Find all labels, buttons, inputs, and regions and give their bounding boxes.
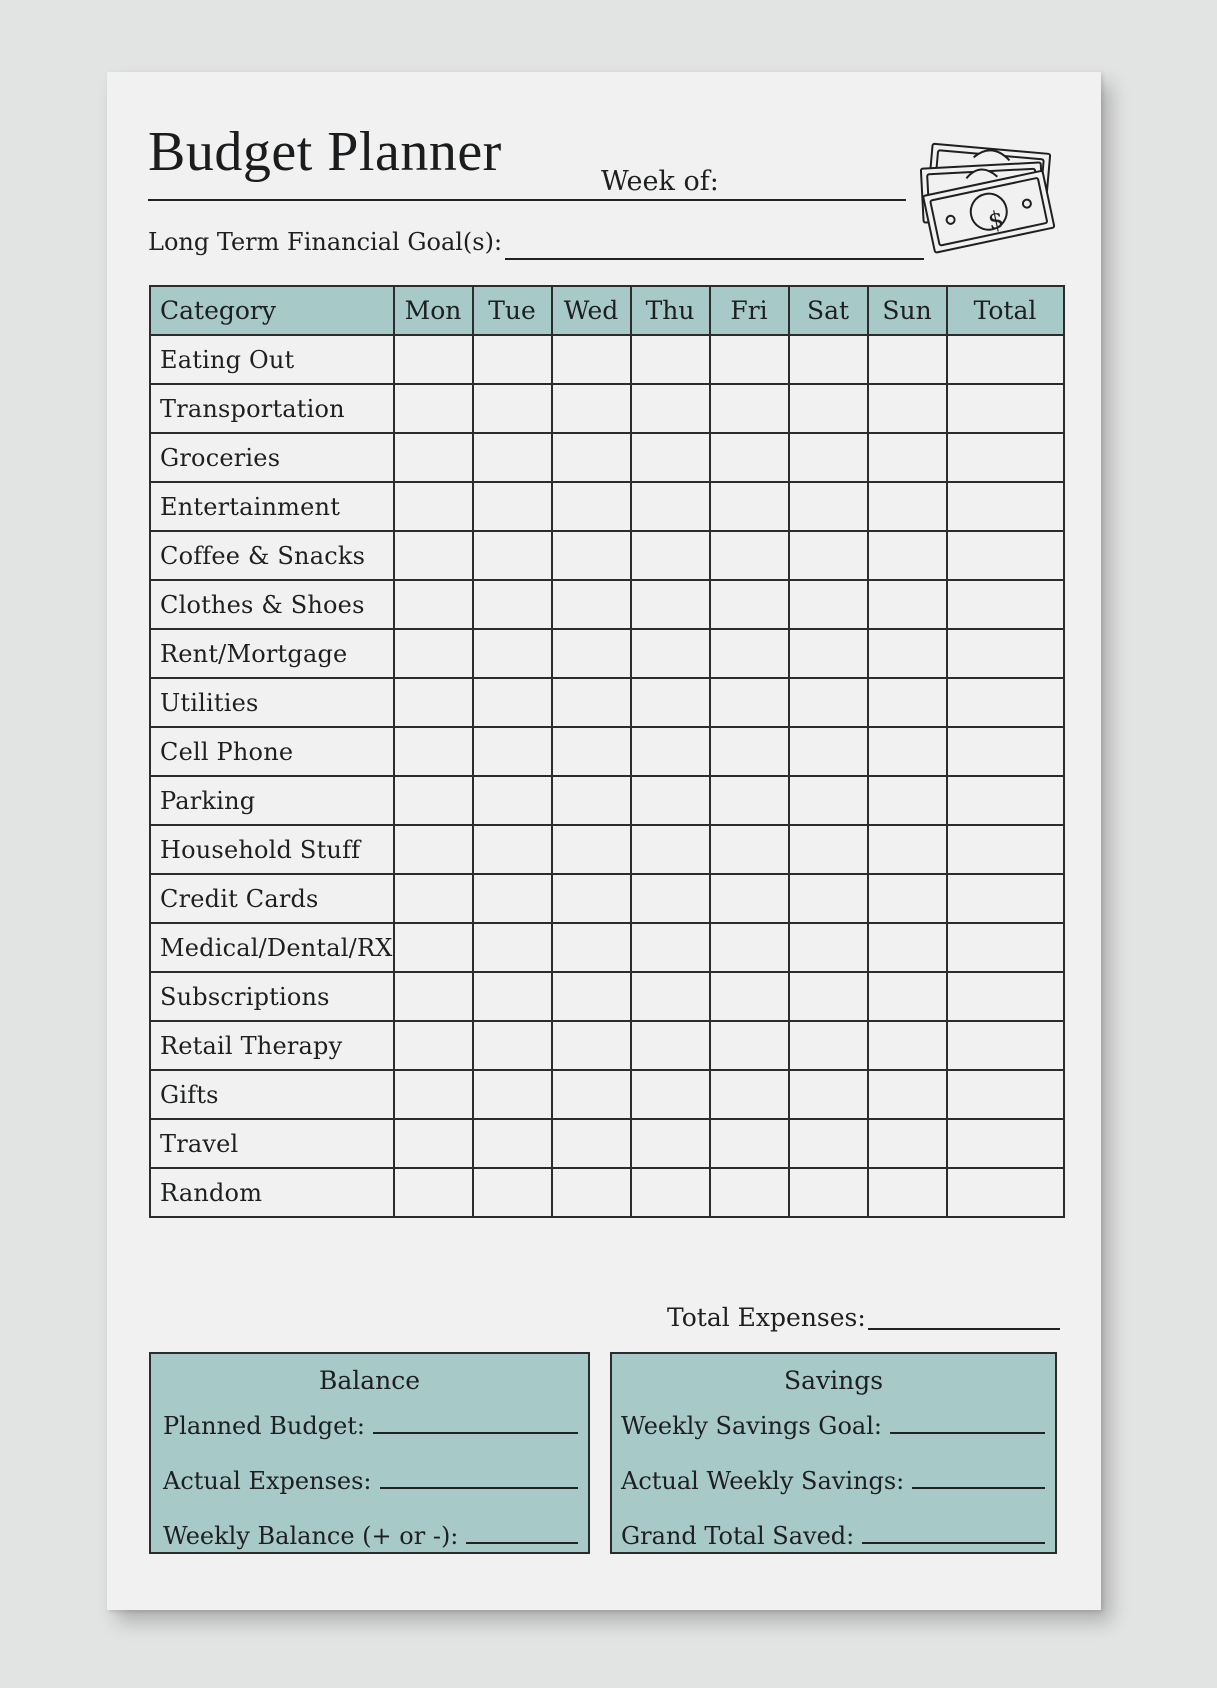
table-row bbox=[150, 972, 1064, 1021]
fri-entry-cell[interactable] bbox=[710, 776, 789, 825]
wed-entry-cell[interactable] bbox=[552, 335, 631, 384]
mon-entry-cell[interactable] bbox=[394, 727, 473, 776]
table-row bbox=[150, 1021, 1064, 1070]
weekly-balance-label: Weekly Balance (+ or -): bbox=[163, 1522, 459, 1550]
category-cell: Rent/Mortgage bbox=[150, 629, 394, 678]
fri-entry-cell[interactable] bbox=[710, 727, 789, 776]
sat-entry-cell[interactable] bbox=[789, 384, 868, 433]
sun-entry-cell[interactable] bbox=[868, 482, 947, 531]
tue-entry-cell[interactable] bbox=[473, 825, 552, 874]
balance-box bbox=[149, 1352, 590, 1554]
table-row bbox=[150, 629, 1064, 678]
thu-entry-cell[interactable] bbox=[631, 1168, 710, 1217]
thu-entry-cell[interactable] bbox=[631, 825, 710, 874]
table-row bbox=[150, 825, 1064, 874]
weekly-balance-line[interactable] bbox=[466, 1542, 578, 1544]
wed-entry-cell[interactable] bbox=[552, 384, 631, 433]
tue-entry-cell[interactable] bbox=[473, 874, 552, 923]
wed-entry-cell[interactable] bbox=[552, 776, 631, 825]
week-of-line[interactable] bbox=[148, 199, 906, 201]
total-entry-cell[interactable] bbox=[947, 972, 1064, 1021]
total-entry-cell[interactable] bbox=[947, 580, 1064, 629]
sun-entry-cell[interactable] bbox=[868, 384, 947, 433]
sun-entry-cell[interactable] bbox=[868, 433, 947, 482]
planned-budget-field bbox=[163, 1414, 578, 1438]
page-title: Budget Planner bbox=[148, 121, 502, 183]
tue-entry-cell[interactable] bbox=[473, 384, 552, 433]
mon-entry-cell[interactable] bbox=[394, 1070, 473, 1119]
weekly-savings-goal-line[interactable] bbox=[890, 1432, 1045, 1434]
table-row bbox=[150, 433, 1064, 482]
sat-entry-cell[interactable] bbox=[789, 531, 868, 580]
fri-entry-cell[interactable] bbox=[710, 335, 789, 384]
mon-entry-cell[interactable] bbox=[394, 1168, 473, 1217]
category-cell: Subscriptions bbox=[150, 972, 394, 1021]
table-row bbox=[150, 384, 1064, 433]
thu-entry-cell[interactable] bbox=[631, 972, 710, 1021]
weekly-balance-field bbox=[163, 1524, 578, 1548]
table-row bbox=[150, 531, 1064, 580]
mon-entry-cell[interactable] bbox=[394, 629, 473, 678]
sun-entry-cell[interactable] bbox=[868, 335, 947, 384]
thu-entry-cell[interactable] bbox=[631, 776, 710, 825]
column-header-category: Category bbox=[150, 286, 394, 335]
mon-entry-cell[interactable] bbox=[394, 580, 473, 629]
category-cell: Gifts bbox=[150, 1070, 394, 1119]
wed-entry-cell[interactable] bbox=[552, 1119, 631, 1168]
tue-entry-cell[interactable] bbox=[473, 1119, 552, 1168]
mon-entry-cell[interactable] bbox=[394, 1119, 473, 1168]
thu-entry-cell[interactable] bbox=[631, 678, 710, 727]
thu-entry-cell[interactable] bbox=[631, 874, 710, 923]
mon-entry-cell[interactable] bbox=[394, 923, 473, 972]
sat-entry-cell[interactable] bbox=[789, 972, 868, 1021]
sat-entry-cell[interactable] bbox=[789, 727, 868, 776]
total-entry-cell[interactable] bbox=[947, 531, 1064, 580]
wed-entry-cell[interactable] bbox=[552, 1168, 631, 1217]
sat-entry-cell[interactable] bbox=[789, 1021, 868, 1070]
table-row bbox=[150, 874, 1064, 923]
fri-entry-cell[interactable] bbox=[710, 433, 789, 482]
table-row bbox=[150, 482, 1064, 531]
category-cell: Credit Cards bbox=[150, 874, 394, 923]
sun-entry-cell[interactable] bbox=[868, 580, 947, 629]
grand-total-saved-line[interactable] bbox=[862, 1542, 1045, 1544]
planner-sheet bbox=[107, 72, 1101, 1610]
savings-box bbox=[610, 1352, 1057, 1554]
mon-entry-cell[interactable] bbox=[394, 776, 473, 825]
category-cell: Entertainment bbox=[150, 482, 394, 531]
weekly-savings-goal-label: Weekly Savings Goal: bbox=[621, 1412, 882, 1440]
fri-entry-cell[interactable] bbox=[710, 1070, 789, 1119]
table-row bbox=[150, 1119, 1064, 1168]
actual-expenses-field bbox=[163, 1469, 578, 1493]
sat-entry-cell[interactable] bbox=[789, 874, 868, 923]
sun-entry-cell[interactable] bbox=[868, 1021, 947, 1070]
wed-entry-cell[interactable] bbox=[552, 1021, 631, 1070]
mon-entry-cell[interactable] bbox=[394, 972, 473, 1021]
category-cell: Cell Phone bbox=[150, 727, 394, 776]
sat-entry-cell[interactable] bbox=[789, 1168, 868, 1217]
thu-entry-cell[interactable] bbox=[631, 1021, 710, 1070]
total-entry-cell[interactable] bbox=[947, 678, 1064, 727]
category-cell: Parking bbox=[150, 776, 394, 825]
tue-entry-cell[interactable] bbox=[473, 335, 552, 384]
mon-entry-cell[interactable] bbox=[394, 482, 473, 531]
fri-entry-cell[interactable] bbox=[710, 678, 789, 727]
actual-weekly-savings-line[interactable] bbox=[912, 1487, 1045, 1489]
fri-entry-cell[interactable] bbox=[710, 923, 789, 972]
weekly-savings-goal-field bbox=[621, 1414, 1045, 1438]
sat-entry-cell[interactable] bbox=[789, 825, 868, 874]
thu-entry-cell[interactable] bbox=[631, 923, 710, 972]
category-cell: Coffee & Snacks bbox=[150, 531, 394, 580]
sat-entry-cell[interactable] bbox=[789, 482, 868, 531]
planned-budget-label: Planned Budget: bbox=[163, 1412, 365, 1440]
wed-entry-cell[interactable] bbox=[552, 972, 631, 1021]
actual-expenses-label: Actual Expenses: bbox=[163, 1467, 372, 1495]
fri-entry-cell[interactable] bbox=[710, 874, 789, 923]
sat-entry-cell[interactable] bbox=[789, 923, 868, 972]
tue-entry-cell[interactable] bbox=[473, 727, 552, 776]
table-row bbox=[150, 580, 1064, 629]
thu-entry-cell[interactable] bbox=[631, 629, 710, 678]
total-entry-cell[interactable] bbox=[947, 629, 1064, 678]
money-bills-icon bbox=[912, 137, 1072, 262]
savings-title: Savings bbox=[783, 1366, 884, 1395]
sun-entry-cell[interactable] bbox=[868, 776, 947, 825]
category-cell: Retail Therapy bbox=[150, 1021, 394, 1070]
column-header-thu: Thu bbox=[631, 286, 710, 335]
wed-entry-cell[interactable] bbox=[552, 825, 631, 874]
grand-total-saved-field bbox=[621, 1524, 1045, 1548]
category-cell: Transportation bbox=[150, 384, 394, 433]
column-header-sun: Sun bbox=[868, 286, 947, 335]
table-row bbox=[150, 678, 1064, 727]
mon-entry-cell[interactable] bbox=[394, 531, 473, 580]
category-cell: Clothes & Shoes bbox=[150, 580, 394, 629]
wed-entry-cell[interactable] bbox=[552, 433, 631, 482]
tue-entry-cell[interactable] bbox=[473, 482, 552, 531]
sat-entry-cell[interactable] bbox=[789, 580, 868, 629]
tue-entry-cell[interactable] bbox=[473, 1021, 552, 1070]
actual-expenses-line[interactable] bbox=[380, 1487, 579, 1489]
wed-entry-cell[interactable] bbox=[552, 1070, 631, 1119]
sun-entry-cell[interactable] bbox=[868, 629, 947, 678]
fri-entry-cell[interactable] bbox=[710, 1168, 789, 1217]
grand-total-saved-label: Grand Total Saved: bbox=[621, 1522, 855, 1550]
column-header-total: Total bbox=[947, 286, 1064, 335]
total-entry-cell[interactable] bbox=[947, 482, 1064, 531]
goal-input-line[interactable] bbox=[505, 258, 924, 260]
total-expenses-label: Total Expenses: bbox=[667, 1303, 866, 1332]
wed-entry-cell[interactable] bbox=[552, 727, 631, 776]
fri-entry-cell[interactable] bbox=[710, 629, 789, 678]
tue-entry-cell[interactable] bbox=[473, 433, 552, 482]
column-header-tue: Tue bbox=[473, 286, 552, 335]
tue-entry-cell[interactable] bbox=[473, 580, 552, 629]
wed-entry-cell[interactable] bbox=[552, 874, 631, 923]
sun-entry-cell[interactable] bbox=[868, 1119, 947, 1168]
planned-budget-line[interactable] bbox=[373, 1432, 578, 1434]
goal-label: Long Term Financial Goal(s): bbox=[148, 228, 503, 256]
mon-entry-cell[interactable] bbox=[394, 1021, 473, 1070]
mon-entry-cell[interactable] bbox=[394, 825, 473, 874]
column-header-fri: Fri bbox=[710, 286, 789, 335]
tue-entry-cell[interactable] bbox=[473, 776, 552, 825]
sat-entry-cell[interactable] bbox=[789, 1119, 868, 1168]
thu-entry-cell[interactable] bbox=[631, 1119, 710, 1168]
tue-entry-cell[interactable] bbox=[473, 531, 552, 580]
total-entry-cell[interactable] bbox=[947, 776, 1064, 825]
fri-entry-cell[interactable] bbox=[710, 531, 789, 580]
sat-entry-cell[interactable] bbox=[789, 629, 868, 678]
thu-entry-cell[interactable] bbox=[631, 580, 710, 629]
mon-entry-cell[interactable] bbox=[394, 678, 473, 727]
total-entry-cell[interactable] bbox=[947, 1070, 1064, 1119]
total-entry-cell[interactable] bbox=[947, 335, 1064, 384]
thu-entry-cell[interactable] bbox=[631, 384, 710, 433]
sat-entry-cell[interactable] bbox=[789, 433, 868, 482]
table-row bbox=[150, 923, 1064, 972]
table-row bbox=[150, 776, 1064, 825]
category-cell: Random bbox=[150, 1168, 394, 1217]
sun-entry-cell[interactable] bbox=[868, 1168, 947, 1217]
category-cell: Household Stuff bbox=[150, 825, 394, 874]
tue-entry-cell[interactable] bbox=[473, 678, 552, 727]
svg-text:$: $ bbox=[985, 204, 1007, 236]
actual-weekly-savings-field bbox=[621, 1469, 1045, 1493]
sat-entry-cell[interactable] bbox=[789, 678, 868, 727]
fri-entry-cell[interactable] bbox=[710, 825, 789, 874]
category-cell: Eating Out bbox=[150, 335, 394, 384]
total-entry-cell[interactable] bbox=[947, 433, 1064, 482]
category-cell: Groceries bbox=[150, 433, 394, 482]
sat-entry-cell[interactable] bbox=[789, 335, 868, 384]
table-row bbox=[150, 1168, 1064, 1217]
tue-entry-cell[interactable] bbox=[473, 1070, 552, 1119]
wed-entry-cell[interactable] bbox=[552, 629, 631, 678]
sun-entry-cell[interactable] bbox=[868, 531, 947, 580]
tue-entry-cell[interactable] bbox=[473, 972, 552, 1021]
column-header-sat: Sat bbox=[789, 286, 868, 335]
sun-entry-cell[interactable] bbox=[868, 923, 947, 972]
table-row bbox=[150, 335, 1064, 384]
fri-entry-cell[interactable] bbox=[710, 482, 789, 531]
total-entry-cell[interactable] bbox=[947, 384, 1064, 433]
wed-entry-cell[interactable] bbox=[552, 531, 631, 580]
total-entry-cell[interactable] bbox=[947, 1021, 1064, 1070]
total-entry-cell[interactable] bbox=[947, 727, 1064, 776]
fri-entry-cell[interactable] bbox=[710, 972, 789, 1021]
mon-entry-cell[interactable] bbox=[394, 433, 473, 482]
fri-entry-cell[interactable] bbox=[710, 384, 789, 433]
thu-entry-cell[interactable] bbox=[631, 727, 710, 776]
total-expenses bbox=[667, 1305, 1060, 1330]
sat-entry-cell[interactable] bbox=[789, 1070, 868, 1119]
tue-entry-cell[interactable] bbox=[473, 1168, 552, 1217]
category-cell: Utilities bbox=[150, 678, 394, 727]
sun-entry-cell[interactable] bbox=[868, 874, 947, 923]
category-cell: Medical/Dental/RX bbox=[150, 923, 394, 972]
fri-entry-cell[interactable] bbox=[710, 1021, 789, 1070]
wed-entry-cell[interactable] bbox=[552, 923, 631, 972]
wed-entry-cell[interactable] bbox=[552, 580, 631, 629]
thu-entry-cell[interactable] bbox=[631, 433, 710, 482]
mon-entry-cell[interactable] bbox=[394, 874, 473, 923]
thu-entry-cell[interactable] bbox=[631, 335, 710, 384]
total-entry-cell[interactable] bbox=[947, 1119, 1064, 1168]
wed-entry-cell[interactable] bbox=[552, 678, 631, 727]
fri-entry-cell[interactable] bbox=[710, 1119, 789, 1168]
column-header-wed: Wed bbox=[552, 286, 631, 335]
sun-entry-cell[interactable] bbox=[868, 678, 947, 727]
sat-entry-cell[interactable] bbox=[789, 776, 868, 825]
sun-entry-cell[interactable] bbox=[868, 727, 947, 776]
total-expenses-line[interactable] bbox=[868, 1328, 1060, 1330]
wed-entry-cell[interactable] bbox=[552, 482, 631, 531]
total-entry-cell[interactable] bbox=[947, 825, 1064, 874]
tue-entry-cell[interactable] bbox=[473, 629, 552, 678]
sun-entry-cell[interactable] bbox=[868, 825, 947, 874]
actual-weekly-savings-label: Actual Weekly Savings: bbox=[621, 1467, 905, 1495]
sun-entry-cell[interactable] bbox=[868, 1070, 947, 1119]
sun-entry-cell[interactable] bbox=[868, 972, 947, 1021]
table-row bbox=[150, 727, 1064, 776]
total-entry-cell[interactable] bbox=[947, 874, 1064, 923]
table-header-row bbox=[150, 286, 1064, 335]
thu-entry-cell[interactable] bbox=[631, 482, 710, 531]
budget-table bbox=[149, 285, 1065, 1218]
total-entry-cell[interactable] bbox=[947, 1168, 1064, 1217]
week-of-label: Week of: bbox=[601, 166, 719, 197]
category-cell: Travel bbox=[150, 1119, 394, 1168]
balance-title: Balance bbox=[318, 1366, 421, 1395]
thu-entry-cell[interactable] bbox=[631, 1070, 710, 1119]
column-header-mon: Mon bbox=[394, 286, 473, 335]
tue-entry-cell[interactable] bbox=[473, 923, 552, 972]
mon-entry-cell[interactable] bbox=[394, 335, 473, 384]
thu-entry-cell[interactable] bbox=[631, 531, 710, 580]
mon-entry-cell[interactable] bbox=[394, 384, 473, 433]
total-entry-cell[interactable] bbox=[947, 923, 1064, 972]
table-row bbox=[150, 1070, 1064, 1119]
fri-entry-cell[interactable] bbox=[710, 580, 789, 629]
